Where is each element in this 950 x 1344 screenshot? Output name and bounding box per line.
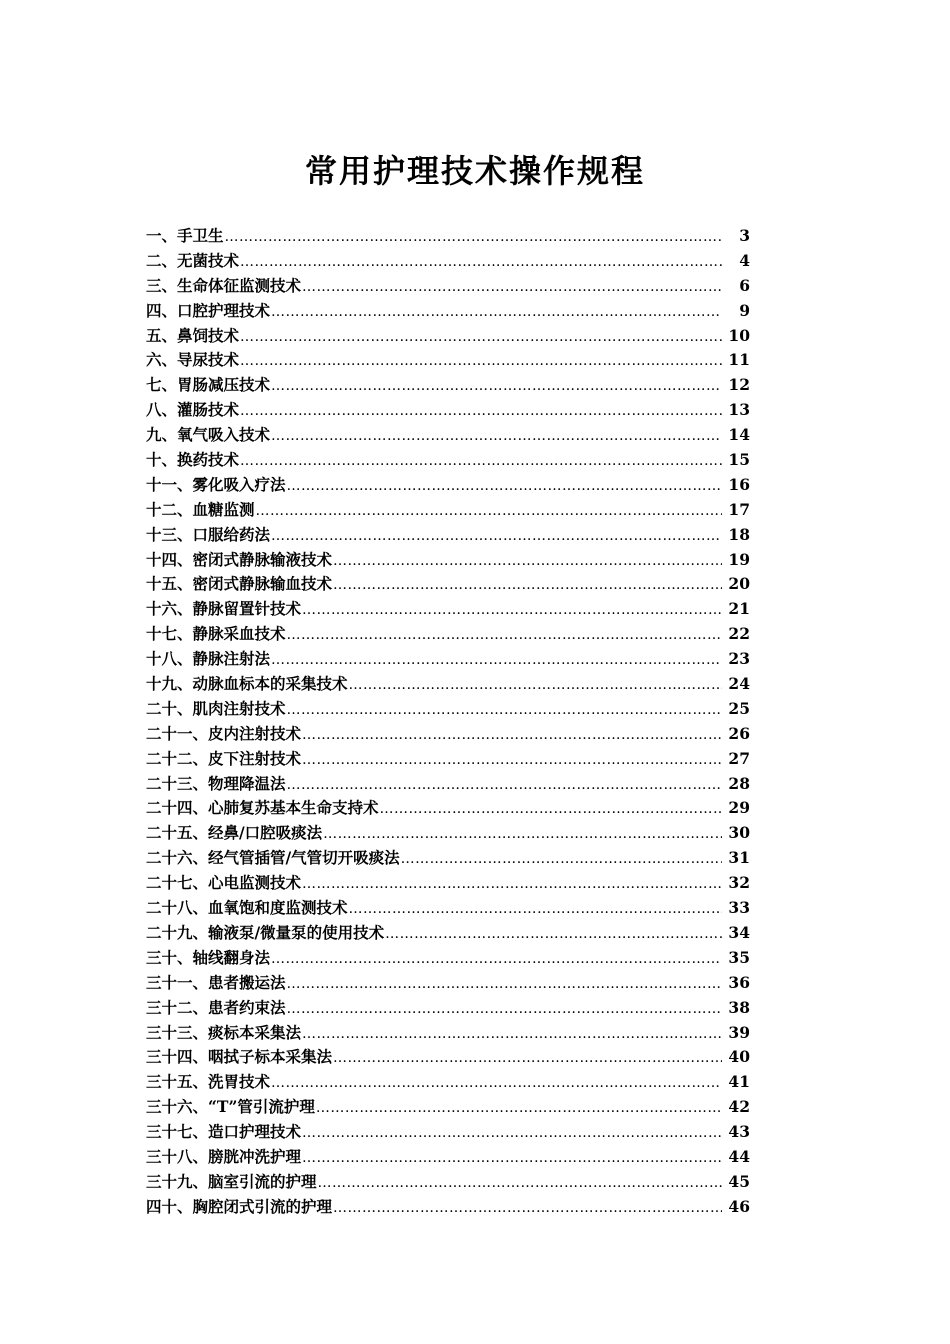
toc-entry [146,523,750,548]
toc-leader-dots [271,1071,722,1096]
toc-leader-dots [287,972,722,997]
toc-entry [146,348,750,373]
toc-entry [146,1070,750,1095]
toc-entry [146,224,750,249]
toc-entry [146,697,750,722]
toc-entry-page-number: 27 [728,748,750,768]
toc-entry-page-number: 29 [728,798,750,818]
toc-entry-label: 一、手卫生 [146,226,224,245]
toc-leader-dots [349,673,722,698]
toc-entry [146,672,750,697]
toc-entry [146,971,750,996]
toc-leader-dots [256,499,722,524]
toc-entry-page-number: 28 [728,773,750,793]
toc-leader-dots [302,723,722,748]
toc-leader-dots [302,748,722,773]
toc-entry-page-number: 3 [739,226,750,245]
toc-leader-dots [271,524,722,549]
toc-entry [146,1045,750,1070]
toc-entry [146,249,750,274]
toc-entry-label: 十三、口服给药法 [146,524,271,544]
toc-entry-page-number: 23 [728,649,750,669]
toc-entry-label: 七、胃肠减压技术 [146,375,271,395]
toc-leader-dots [240,349,722,374]
toc-entry [146,423,750,448]
toc-leader-dots [323,822,722,847]
toc-entry [146,996,750,1021]
toc-leader-dots [333,573,722,598]
toc-entry-label: 三十、轴线翻身法 [146,947,271,967]
toc-entry [146,1145,750,1170]
toc-entry [146,448,750,473]
toc-entry-label: 三十八、膀胱冲洗护理 [146,1146,302,1166]
toc-entry-label: 十六、静脉留置针技术 [146,599,302,619]
toc-entry-label: 二十三、物理降温法 [146,773,286,793]
toc-entry-label: 五、鼻饲技术 [146,325,240,345]
toc-entry-label: 二十一、皮内注射技术 [146,723,302,743]
toc-leader-dots [287,474,722,499]
toc-entry-page-number: 24 [728,674,750,694]
toc-entry [146,896,750,921]
toc-entry-label: 二十四、心肺复苏基本生命支持术 [146,798,379,818]
toc-entry-label: 十五、密闭式静脉输血技术 [146,574,333,594]
toc-entry-label: 四、口腔护理技术 [146,300,271,320]
toc-entry-page-number: 15 [728,450,750,470]
toc-entry-label: 三十九、脑室引流的护理 [146,1171,317,1191]
toc-entry-label: 十七、静脉采血技术 [146,624,286,644]
toc-leader-dots [380,797,722,822]
toc-entry-label: 二十八、血氧饱和度监测技术 [146,898,348,918]
toc-entry-label: 十、换药技术 [146,450,240,470]
toc-leader-dots [333,549,722,574]
toc-entry-page-number: 13 [728,400,750,420]
toc-entry [146,772,750,797]
toc-entry-label: 三十七、造口护理技术 [146,1122,302,1142]
toc-entry [146,572,750,597]
toc-entry-label: 三十六、“T”管引流护理 [146,1097,315,1117]
toc-entry [146,622,750,647]
toc-leader-dots [240,399,722,424]
toc-leader-dots [271,424,722,449]
toc-entry [146,1195,750,1220]
toc-entry-label: 九、氧气吸入技术 [146,425,271,445]
toc-entry [146,747,750,772]
toc-entry-label: 四十、胸腔闭式引流的护理 [146,1196,333,1216]
toc-entry-label: 二十七、心电监测技术 [146,873,302,893]
toc-entry-page-number: 41 [728,1072,750,1092]
toc-leader-dots [318,1171,722,1196]
toc-entry-label: 三十一、患者搬运法 [146,972,286,992]
toc-leader-dots [302,872,722,897]
toc-entry [146,324,750,349]
toc-entry [146,299,750,324]
toc-entry-label: 三十二、患者约束法 [146,997,286,1017]
table-of-contents [146,224,750,1220]
toc-entry-page-number: 31 [728,848,750,868]
toc-entry [146,1095,750,1120]
toc-entry-label: 十九、动脉血标本的采集技术 [146,674,348,694]
toc-entry-page-number: 36 [728,972,750,992]
toc-leader-dots [271,374,722,399]
toc-entry-label: 十二、血糖监测 [146,499,255,519]
toc-entry-page-number: 39 [728,1022,750,1042]
toc-leader-dots [240,449,722,474]
toc-leader-dots [401,847,722,872]
toc-entry-page-number: 45 [728,1171,750,1191]
toc-entry-page-number: 9 [739,300,750,320]
toc-entry [146,597,750,622]
toc-entry-page-number: 17 [728,499,750,519]
toc-leader-dots [287,773,722,798]
toc-entry-page-number: 21 [728,599,750,619]
toc-entry-label: 十一、雾化吸入疗法 [146,474,286,494]
toc-leader-dots [271,648,722,673]
toc-leader-dots [333,1046,722,1071]
toc-entry-page-number: 12 [728,375,750,395]
toc-entry [146,274,750,299]
toc-entry-page-number: 33 [728,898,750,918]
toc-leader-dots [385,922,722,947]
toc-entry [146,1170,750,1195]
toc-entry-label: 三十三、痰标本采集法 [146,1022,302,1042]
toc-entry [146,871,750,896]
toc-leader-dots [349,897,722,922]
toc-entry-page-number: 26 [728,723,750,743]
toc-entry-label: 二十六、经气管插管/气管切开吸痰法 [146,848,400,868]
toc-entry-label: 十八、静脉注射法 [146,649,271,669]
toc-leader-dots [316,1096,722,1121]
toc-entry-label: 三十四、咽拭子标本采集法 [146,1047,333,1067]
document-title: 常用护理技术操作规程 [304,152,645,191]
toc-entry-label: 二十九、输液泵/微量泵的使用技术 [146,922,385,942]
toc-entry-page-number: 46 [728,1196,750,1216]
toc-leader-dots [333,1196,722,1221]
toc-leader-dots [240,250,722,275]
toc-entry [146,398,750,423]
toc-entry-label: 二十五、经鼻/口腔吸痰法 [146,823,323,843]
toc-entry-label: 二、无菌技术 [146,250,240,270]
toc-leader-dots [225,225,722,250]
toc-entry-label: 二十二、皮下注射技术 [146,748,302,768]
toc-entry [146,373,750,398]
toc-leader-dots [302,1121,722,1146]
toc-entry-page-number: 18 [728,524,750,544]
toc-entry [146,946,750,971]
toc-entry-label: 三十五、洗胃技术 [146,1072,271,1092]
toc-leader-dots [271,947,722,972]
toc-entry [146,498,750,523]
toc-entry-page-number: 34 [728,922,750,942]
toc-entry [146,1021,750,1046]
toc-entry-page-number: 4 [739,250,750,270]
toc-entry [146,647,750,672]
toc-entry [146,722,750,747]
toc-entry-page-number: 42 [728,1097,750,1117]
toc-leader-dots [302,1146,722,1171]
toc-leader-dots [271,300,722,325]
toc-entry-label: 八、灌肠技术 [146,400,240,420]
toc-entry [146,1120,750,1145]
toc-leader-dots [287,623,722,648]
toc-entry-page-number: 38 [728,997,750,1017]
toc-entry-page-number: 30 [728,823,750,843]
toc-entry-label: 六、导尿技术 [146,350,240,370]
toc-entry-page-number: 14 [728,425,750,445]
toc-entry [146,548,750,573]
toc-entry-page-number: 22 [728,624,750,644]
toc-entry-page-number: 20 [728,574,750,594]
toc-entry-label: 二十、肌肉注射技术 [146,698,286,718]
toc-entry-page-number: 40 [728,1047,750,1067]
toc-leader-dots [302,598,722,623]
toc-entry-page-number: 19 [728,549,750,569]
toc-entry-page-number: 6 [739,275,750,295]
toc-entry-page-number: 43 [728,1122,750,1142]
toc-entry-page-number: 44 [728,1146,750,1166]
toc-entry-label: 十四、密闭式静脉输液技术 [146,549,333,569]
toc-entry-page-number: 16 [728,474,750,494]
toc-entry [146,796,750,821]
toc-entry-page-number: 11 [728,350,750,370]
toc-leader-dots [287,997,722,1022]
toc-leader-dots [302,1022,722,1047]
toc-entry [146,473,750,498]
toc-leader-dots [287,698,722,723]
toc-entry-label: 三、生命体征监测技术 [146,275,302,295]
toc-entry-page-number: 25 [728,698,750,718]
toc-leader-dots [240,325,722,350]
toc-entry [146,821,750,846]
toc-entry [146,921,750,946]
toc-entry-page-number: 35 [728,947,750,967]
toc-leader-dots [302,275,722,300]
toc-entry-page-number: 10 [728,325,750,345]
toc-entry [146,846,750,871]
toc-entry-page-number: 32 [728,873,750,893]
